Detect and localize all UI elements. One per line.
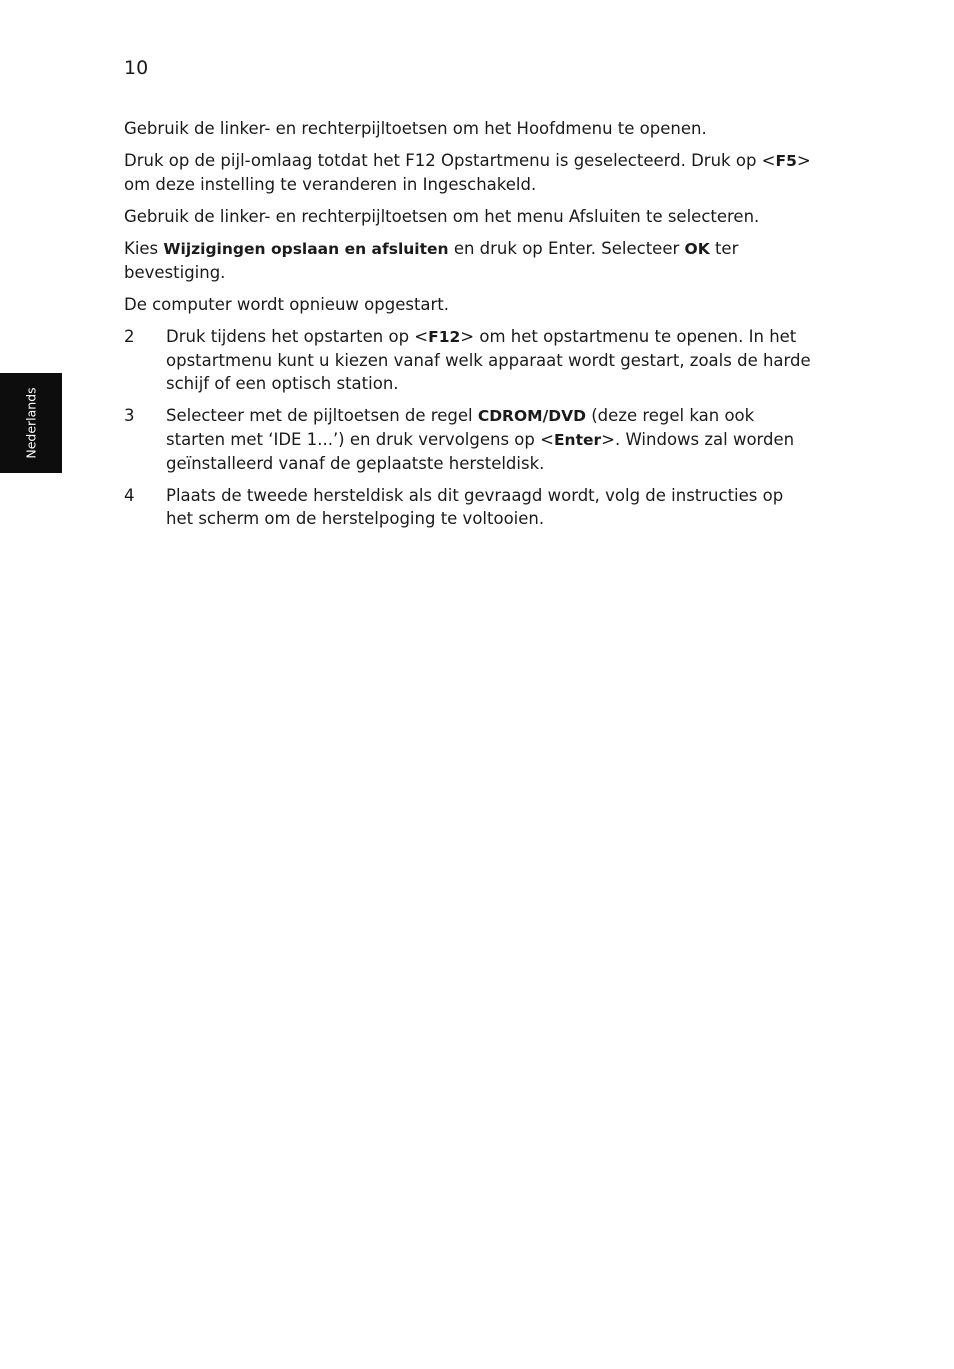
step-number: 2: [124, 327, 135, 346]
key-enter: Enter: [553, 431, 602, 449]
body-text: [124, 117, 814, 539]
step-3: [124, 404, 814, 475]
step-text: >. Windows zal worden geïnstalleerd vanaf de geplaatste hersteldisk.: [166, 430, 795, 473]
paragraph-text: De computer wordt opnieuw opgestart.: [124, 295, 450, 314]
ok-option: OK: [684, 240, 710, 258]
language-side-tab: [0, 373, 62, 473]
step-text: > om het opstartmenu te openen. In het opstartmenu kunt u kiezen vanaf welk apparaat wordt gestart, zoals de harde schijf of een optisch station.: [166, 327, 811, 393]
step-text: Plaats de tweede hersteldisk als dit gevraagd wordt, volg de instructies op het scherm om de herstelpoging te voltooien.: [166, 486, 784, 528]
side-tab-label: Nederlands: [23, 387, 39, 459]
page-number: 10: [124, 57, 149, 79]
step-4: [124, 484, 814, 530]
paragraph-text: ter bevestiging.: [124, 239, 739, 282]
paragraph-text: Gebruik de linker- en rechterpijltoetsen om het Hoofdmenu te openen.: [124, 119, 707, 138]
paragraph-opslaan: [124, 237, 814, 284]
key-f12: F12: [428, 328, 461, 346]
paragraph-hoofdmenu: [124, 117, 814, 140]
step-number: 4: [124, 486, 135, 505]
step-number: 3: [124, 406, 135, 425]
key-f5: F5: [775, 152, 797, 170]
paragraph-restart: [124, 293, 814, 316]
step-text: Druk tijdens het opstarten op <: [166, 327, 429, 346]
paragraph-text: en druk op Enter. Selecteer: [448, 239, 685, 258]
paragraph-text: > om deze instelling te veranderen in Ingeschakeld.: [124, 151, 811, 194]
step-2: [124, 325, 814, 395]
menu-option-save-exit: Wijzigingen opslaan en afsluiten: [163, 240, 449, 258]
paragraph-text: Gebruik de linker- en rechterpijltoetsen om het menu Afsluiten te selecteren.: [124, 207, 760, 226]
step-text: Selecteer met de pijltoetsen de regel: [166, 406, 478, 425]
paragraph-text: Druk op de pijl-omlaag totdat het F12 Opstartmenu is geselecteerd. Druk op <: [124, 151, 776, 170]
menu-option-cdrom: CDROM/DVD: [477, 407, 586, 425]
step-text: (deze regel kan ook starten met ‘IDE 1...’) en druk vervolgens op <: [166, 406, 755, 449]
paragraph-afsluiten: [124, 205, 814, 228]
paragraph-text: Kies: [124, 239, 164, 258]
paragraph-f12-menu: [124, 149, 814, 196]
